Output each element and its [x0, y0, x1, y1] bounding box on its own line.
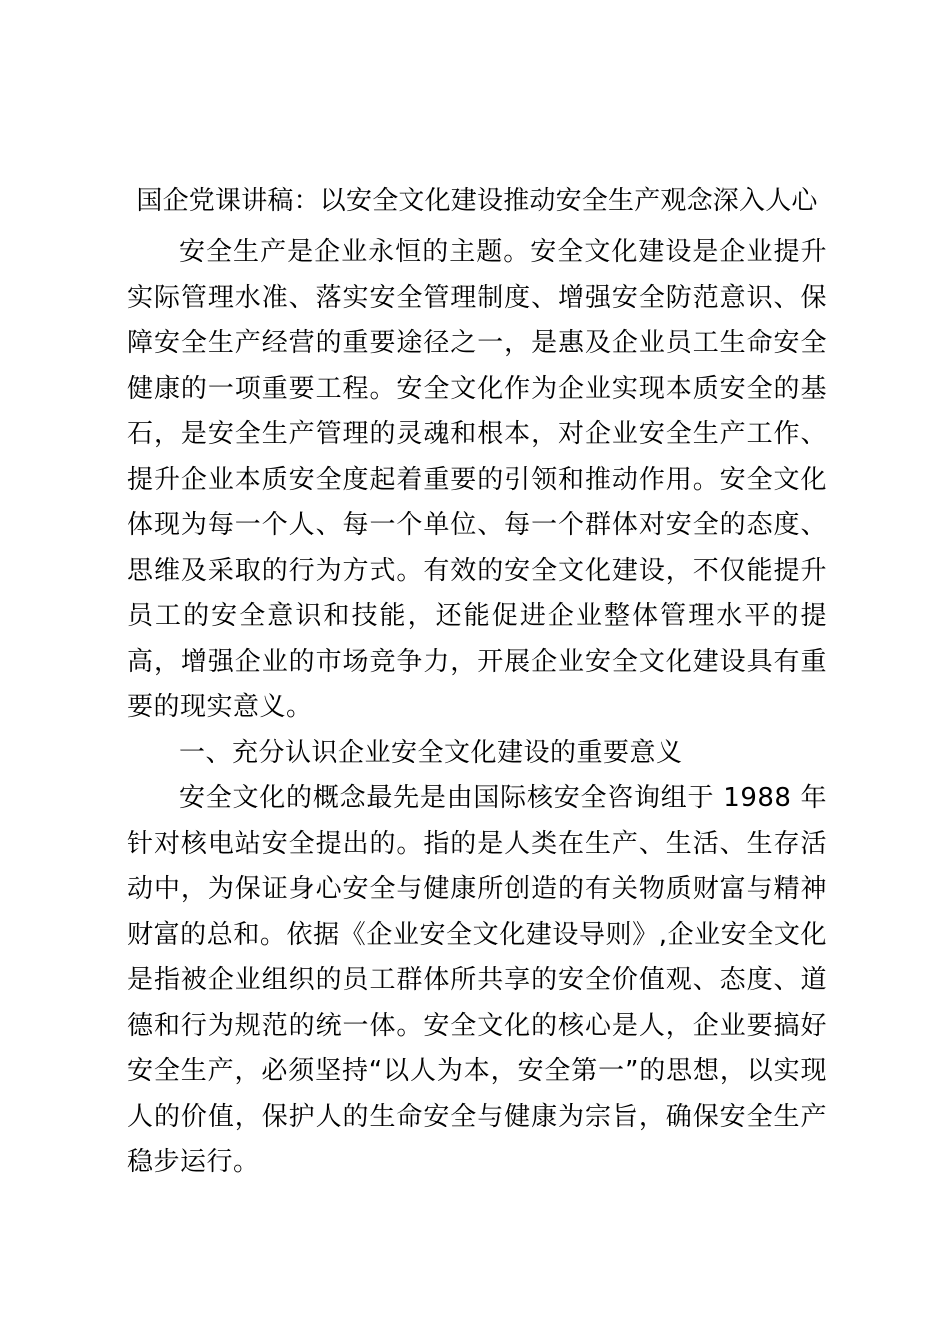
paragraph-intro: 安全生产是企业永恒的主题。安全文化建设是企业提升实际管理水准、落实安全管理制度、增强安全防范意识、保障安全生产经营的重要途径之一，是惠及企业员工生命安全健康的一项重要工程。安全文化作为企业实现本质安全的基石，是安全生产管理的灵魂和根本，对企业安全生产工作、提升企业本质安全度起着重要的引领和推动作用。安全文化体现为每一个人、每一个单位、每一个群体对安全的态度、思维及采取的行为方式。有效的安全文化建设，不仅能提升员工的安全意识和技能，还能促进企业整体管理水平的提高，增强企业的市场竞争力，开展企业安全文化建设具有重要的现实意义。 — [127, 237, 827, 722]
section-heading-1: 一、充分认识企业安全文化建设的重要意义 — [179, 737, 683, 768]
paragraph-safety-culture-concept: 安全文化的概念最先是由国际核安全咨询组于 1988 年针对核电站安全提出的。指的是人类在生产、生活、生存活动中，为保证身心安全与健康所创造的有关物质财富与精神财富的总和。依据《企业安全文化建设导则》,企业安全文化是指被企业组织的员工群体所共享的安全价值观、态度、道德和行为规范的统一体。安全文化的核心是人，企业要搞好安全生产，必须坚持“以人为本，安全第一”的思想，以实现人的价值，保护人的生命安全与健康为宗旨，确保安全生产稳步运行。 — [127, 783, 827, 1177]
document-body — [127, 172, 827, 1186]
document-title: 国企党课讲稿：以安全文化建设推动安全生产观念深入人心 — [136, 186, 818, 216]
